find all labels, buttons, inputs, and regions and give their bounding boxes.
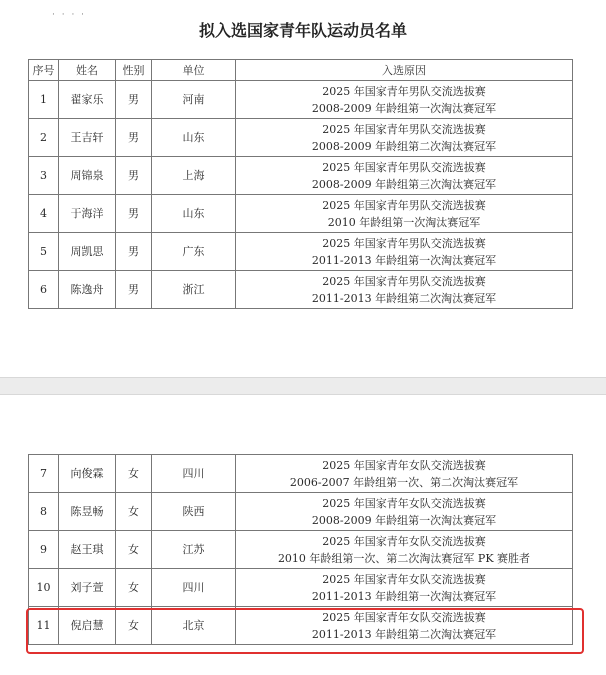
unit-cell: 江苏 [152, 531, 236, 569]
table-row [29, 233, 573, 271]
reason-line-2: 2010 年龄组第一次、第二次淘汰赛冠军 PK 赛胜者 [277, 551, 531, 565]
name-cell: 周锦泉 [59, 157, 116, 195]
reason-line-2: 2011-2013 年龄组第一次淘汰赛冠军 [311, 589, 497, 603]
reason-line-2: 2006-2007 年龄组第一次、第二次淘汰赛冠军 [289, 475, 519, 489]
gender-cell: 女 [116, 493, 152, 531]
reason-cell [236, 531, 573, 569]
table-row [29, 195, 573, 233]
unit-cell: 浙江 [152, 271, 236, 309]
reason-line-1: 2025 年国家青年女队交流选拔赛 [322, 496, 486, 510]
unit-cell: 上海 [152, 157, 236, 195]
reason-line-1: 2025 年国家青年女队交流选拔赛 [322, 534, 486, 548]
table-header-row [29, 60, 573, 81]
reason-cell [236, 119, 573, 157]
gender-cell: 男 [116, 119, 152, 157]
reason-cell [236, 233, 573, 271]
table-row [29, 81, 573, 119]
unit-cell: 陕西 [152, 493, 236, 531]
name-cell: 王吉轩 [59, 119, 116, 157]
table-row [29, 531, 573, 569]
name-cell: 倪启慧 [59, 607, 116, 645]
header-gender: 性别 [116, 60, 152, 81]
reason-line-1: 2025 年国家青年男队交流选拔赛 [322, 274, 486, 288]
table-row [29, 569, 573, 607]
table-row [29, 119, 573, 157]
name-cell: 翟家乐 [59, 81, 116, 119]
gender-cell: 男 [116, 271, 152, 309]
unit-cell: 河南 [152, 81, 236, 119]
roster-table-page-1 [28, 59, 573, 309]
no-cell: 2 [29, 119, 59, 157]
reason-line-2: 2010 年龄组第一次淘汰赛冠军 [327, 215, 481, 229]
name-cell: 周凯思 [59, 233, 116, 271]
page-mark: · · · · [52, 10, 87, 20]
reason-line-1: 2025 年国家青年男队交流选拔赛 [322, 198, 486, 212]
reason-cell [236, 493, 573, 531]
reason-line-2: 2011-2013 年龄组第二次淘汰赛冠军 [311, 291, 497, 305]
reason-cell [236, 157, 573, 195]
gender-cell: 女 [116, 531, 152, 569]
unit-cell: 北京 [152, 607, 236, 645]
reason-line-2: 2008-2009 年龄组第二次淘汰赛冠军 [311, 139, 497, 153]
reason-line-2: 2011-2013 年龄组第一次淘汰赛冠军 [311, 253, 497, 267]
gender-cell: 女 [116, 455, 152, 493]
reason-line-1: 2025 年国家青年女队交流选拔赛 [322, 610, 486, 624]
no-cell: 7 [29, 455, 59, 493]
reason-line-1: 2025 年国家青年女队交流选拔赛 [322, 572, 486, 586]
table-row [29, 493, 573, 531]
gender-cell: 男 [116, 195, 152, 233]
reason-line-2: 2008-2009 年龄组第一次淘汰赛冠军 [311, 513, 497, 527]
gender-cell: 男 [116, 81, 152, 119]
no-cell: 6 [29, 271, 59, 309]
header-name: 姓名 [59, 60, 116, 81]
gender-cell: 女 [116, 569, 152, 607]
header-unit: 单位 [152, 60, 236, 81]
page-gap [0, 377, 606, 395]
reason-cell [236, 569, 573, 607]
reason-line-1: 2025 年国家青年男队交流选拔赛 [322, 160, 486, 174]
reason-cell [236, 455, 573, 493]
reason-line-2: 2008-2009 年龄组第三次淘汰赛冠军 [311, 177, 497, 191]
name-cell: 向俊霖 [59, 455, 116, 493]
reason-cell [236, 81, 573, 119]
reason-line-2: 2011-2013 年龄组第二次淘汰赛冠军 [311, 627, 497, 641]
reason-line-1: 2025 年国家青年男队交流选拔赛 [322, 84, 486, 98]
no-cell: 5 [29, 233, 59, 271]
name-cell: 陈逸舟 [59, 271, 116, 309]
name-cell: 刘子萱 [59, 569, 116, 607]
no-cell: 3 [29, 157, 59, 195]
name-cell: 陈昱畅 [59, 493, 116, 531]
unit-cell: 广东 [152, 233, 236, 271]
table-row [29, 271, 573, 309]
no-cell: 10 [29, 569, 59, 607]
table-row [29, 455, 573, 493]
unit-cell: 四川 [152, 569, 236, 607]
highlight-box [26, 608, 584, 654]
no-cell: 1 [29, 81, 59, 119]
page-title: 拟入选国家青年队运动员名单 [198, 21, 407, 40]
no-cell: 8 [29, 493, 59, 531]
no-cell: 11 [29, 607, 59, 645]
table-row [29, 157, 573, 195]
reason-line-1: 2025 年国家青年男队交流选拔赛 [322, 122, 486, 136]
name-cell: 赵王琪 [59, 531, 116, 569]
name-cell: 于海洋 [59, 195, 116, 233]
gender-cell: 男 [116, 233, 152, 271]
reason-cell [236, 195, 573, 233]
header-reason: 入选原因 [236, 60, 573, 81]
unit-cell: 四川 [152, 455, 236, 493]
no-cell: 4 [29, 195, 59, 233]
reason-cell [236, 271, 573, 309]
reason-line-2: 2008-2009 年龄组第一次淘汰赛冠军 [311, 101, 497, 115]
header-no: 序号 [29, 60, 59, 81]
gender-cell: 男 [116, 157, 152, 195]
no-cell: 9 [29, 531, 59, 569]
unit-cell: 山东 [152, 119, 236, 157]
reason-line-1: 2025 年国家青年男队交流选拔赛 [322, 236, 486, 250]
unit-cell: 山东 [152, 195, 236, 233]
reason-line-1: 2025 年国家青年女队交流选拔赛 [322, 458, 486, 472]
gender-cell: 女 [116, 607, 152, 645]
